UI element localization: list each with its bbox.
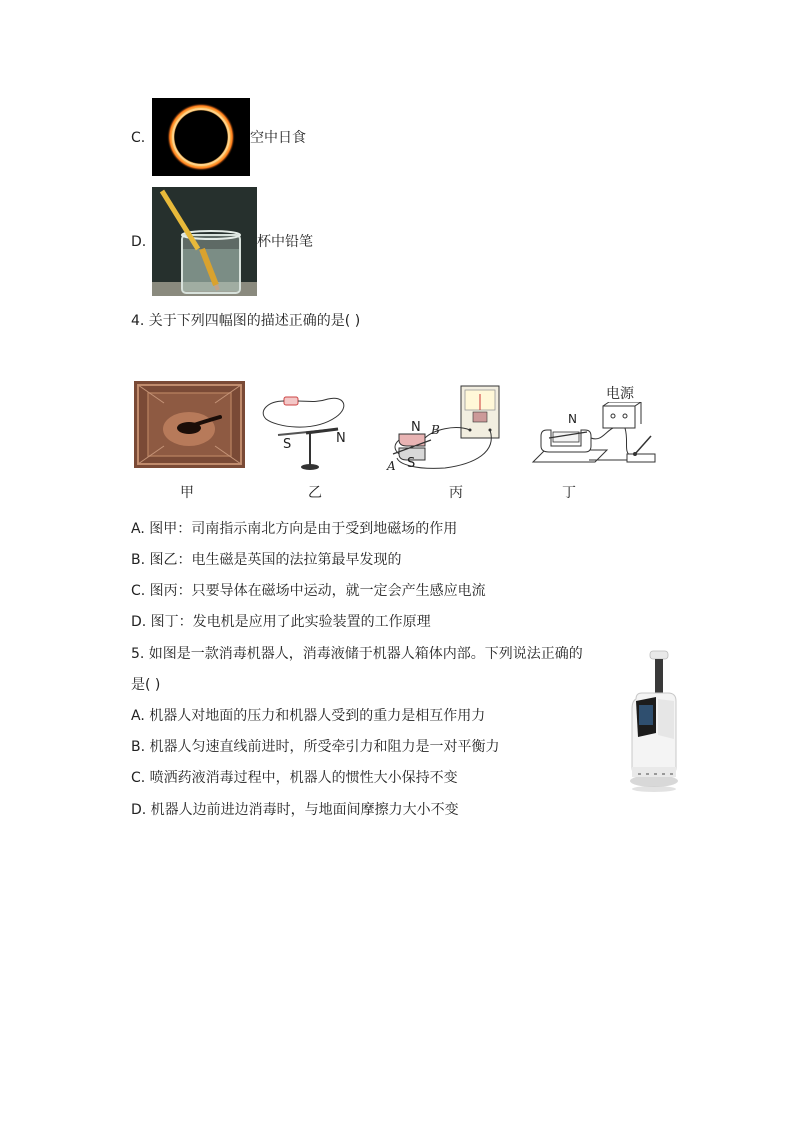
caption-jia: 甲 bbox=[180, 485, 194, 501]
figure-ding-power-label: 电源 bbox=[606, 386, 634, 402]
figure-ding-n-label: N bbox=[568, 412, 577, 426]
q4-option-b: B. 图乙：电生磁是英国的法拉第最早发现的 bbox=[131, 552, 402, 568]
q4-stem: 4. 关于下列四幅图的描述正确的是( ) bbox=[131, 313, 361, 329]
caption-yi: 乙 bbox=[308, 485, 322, 501]
q5-stem-line1: 5. 如图是一款消毒机器人，消毒液储于机器人箱体内部。下列说法正确的 bbox=[131, 646, 583, 662]
option-c-letter: C. bbox=[131, 130, 146, 146]
q5-option-b: B. 机器人匀速直线前进时，所受牵引力和阻力是一对平衡力 bbox=[131, 739, 500, 755]
q4-option-c: C. 图丙：只要导体在磁场中运动，就一定会产生感应电流 bbox=[131, 583, 486, 599]
disinfection-robot-image bbox=[624, 649, 684, 795]
figure-jia-sinan bbox=[134, 381, 245, 468]
figure-yi-n-label: N bbox=[336, 431, 346, 446]
option-d-letter: D. bbox=[131, 234, 147, 250]
figure-bing-b-label: B bbox=[431, 423, 440, 437]
q4-option-d: D. 图丁：发电机是应用了此实验装置的工作原理 bbox=[131, 614, 431, 630]
figure-ding-motor bbox=[531, 402, 661, 472]
q5-option-c: C. 喷洒药液消毒过程中，机器人的惯性大小保持不变 bbox=[131, 770, 458, 786]
figure-bing-a-label: A bbox=[387, 459, 396, 473]
q4-option-a: A. 图甲：司南指示南北方向是由于受到地磁场的作用 bbox=[131, 521, 458, 537]
q5-option-a: A. 机器人对地面的压力和机器人受到的重力是相互作用力 bbox=[131, 708, 486, 724]
figure-bing-induction bbox=[385, 384, 503, 474]
solar-eclipse-image bbox=[152, 98, 250, 176]
figure-yi-s-label: S bbox=[283, 437, 292, 452]
figure-bing-n-label: N bbox=[411, 420, 421, 435]
q5-option-d: D. 机器人边前进边消毒时，与地面间摩擦力大小不变 bbox=[131, 802, 459, 818]
caption-bing: 丙 bbox=[449, 485, 463, 501]
figure-bing-s-label: S bbox=[407, 456, 416, 471]
q5-stem-line2: 是( ) bbox=[131, 677, 161, 693]
caption-ding: 丁 bbox=[562, 485, 576, 501]
option-c-text: 空中日食 bbox=[250, 130, 306, 146]
option-d-text: 杯中铅笔 bbox=[257, 234, 313, 250]
pencil-in-cup-image bbox=[152, 187, 257, 296]
